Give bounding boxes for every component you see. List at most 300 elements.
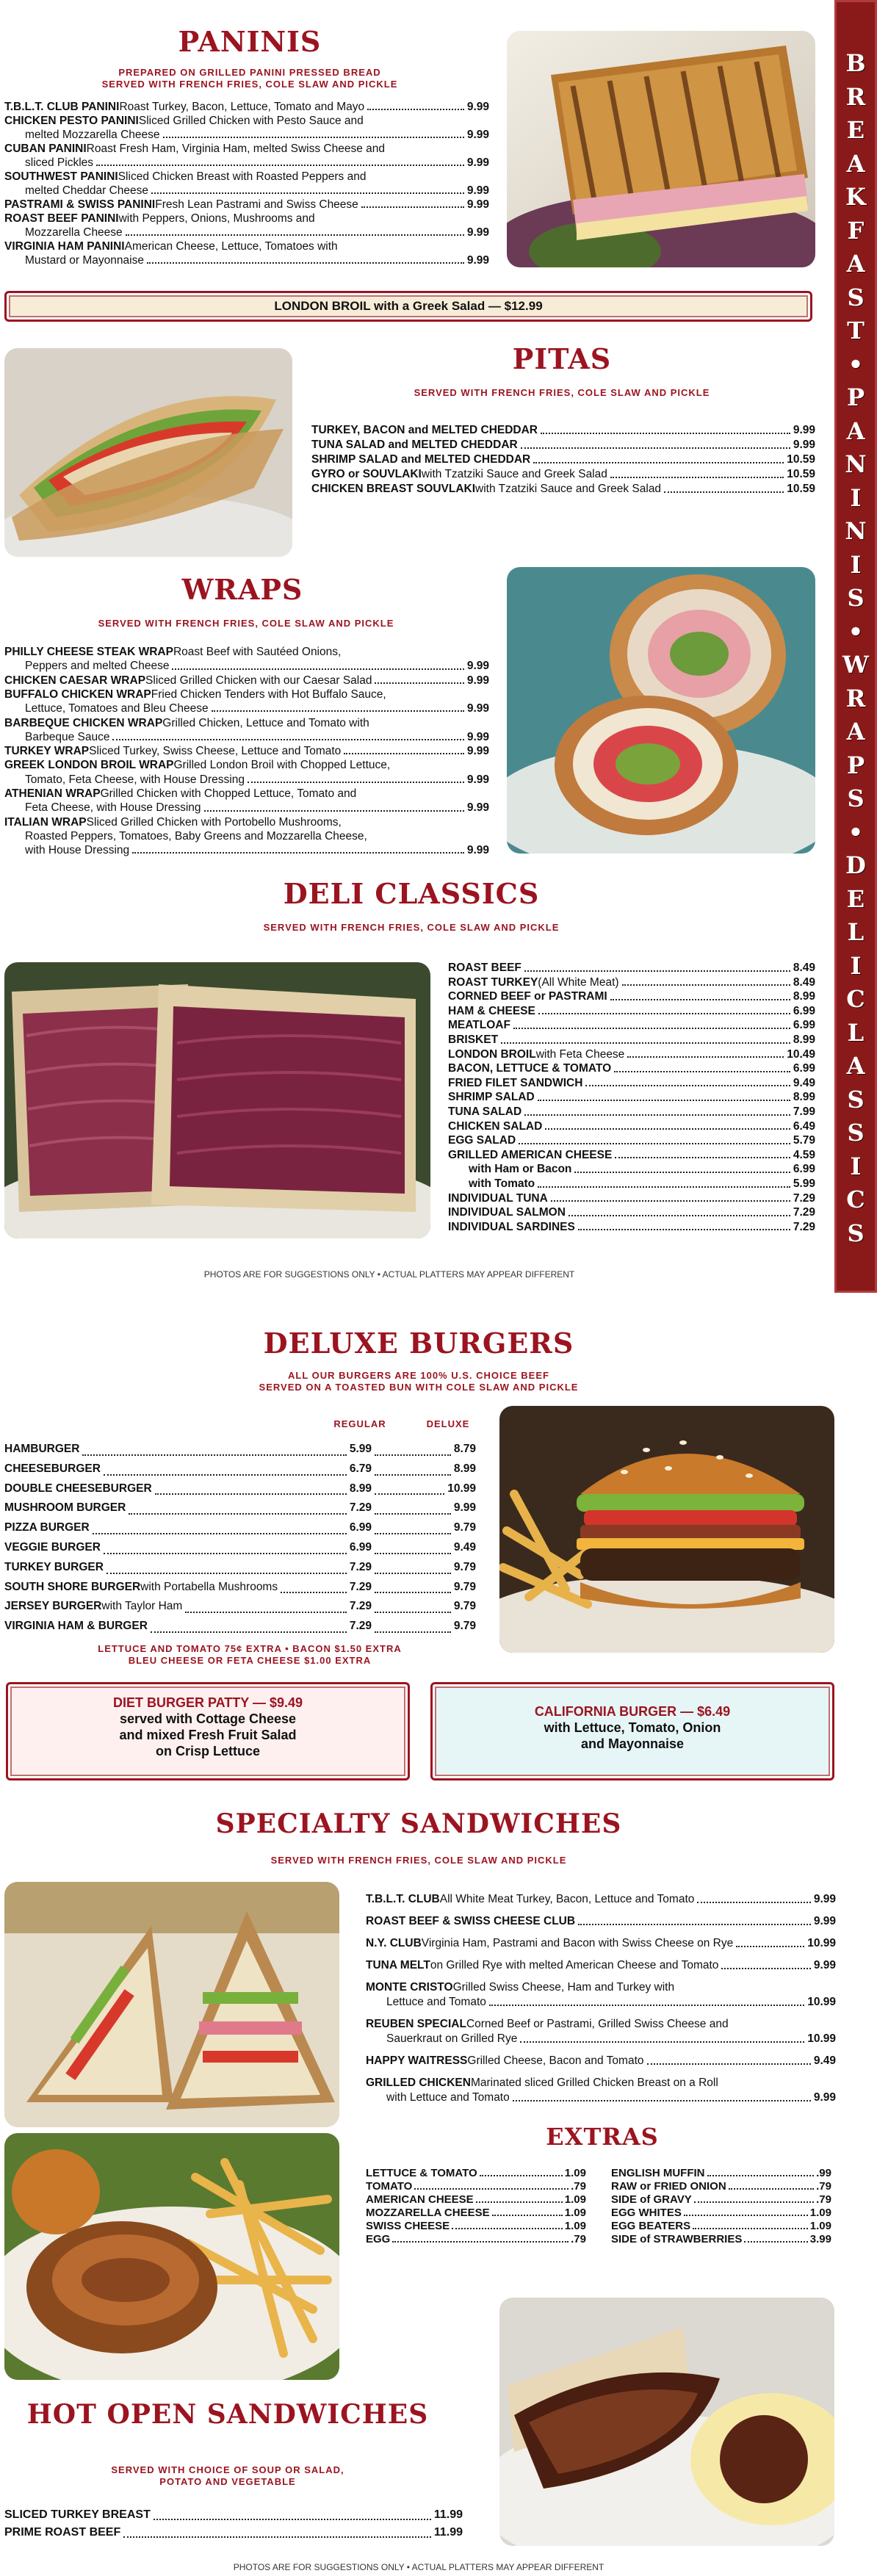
- dot-leader: [375, 1533, 451, 1534]
- item-price-regular: 7.29: [349, 1501, 372, 1515]
- dot-leader: [524, 1114, 790, 1116]
- menu-item-line: [4, 156, 489, 170]
- item-name: EGG SALAD: [448, 1134, 516, 1147]
- item-description-cont: sliced Pickles: [25, 156, 94, 169]
- paninis-subtitle-1: PREPARED ON GRILLED PANINI PRESSED BREAD: [118, 67, 381, 78]
- item-name: TOMATO: [366, 2180, 413, 2193]
- item-price: 9.99: [813, 1915, 836, 1927]
- item-name: PIZZA BURGER: [4, 1521, 90, 1534]
- item-price-regular: 7.29: [349, 1580, 372, 1593]
- item-price-deluxe: 9.79: [453, 1600, 476, 1613]
- menu-item: [4, 2524, 463, 2541]
- item-name: CHICKEN CAESAR WRAP: [4, 674, 146, 687]
- menu-item-line: [4, 142, 489, 156]
- item-description-cont: with House Dressing: [25, 844, 130, 857]
- item-price-deluxe: 9.79: [453, 1620, 476, 1633]
- dot-leader: [610, 999, 790, 1000]
- sidebar-letter: P: [846, 751, 865, 779]
- dot-leader: [375, 1573, 451, 1574]
- dot-leader: [151, 1631, 347, 1633]
- dot-leader: [104, 1474, 347, 1476]
- item-description-cont: with Lettuce and Tomato: [386, 2091, 510, 2104]
- item-price: 10.59: [787, 453, 815, 466]
- item-price: .99: [816, 2167, 831, 2179]
- burger-deluxe-part: [372, 1518, 476, 1538]
- item-price: .79: [816, 2180, 831, 2193]
- extras-item: [366, 2167, 586, 2180]
- chicken-fries-image: [4, 2133, 339, 2380]
- dot-leader: [132, 852, 464, 854]
- item-price: 9.99: [813, 2091, 836, 2104]
- dot-leader: [721, 1968, 810, 1969]
- extras-item: [366, 2233, 586, 2246]
- item-name: TURKEY, BACON and MELTED CHEDDAR: [311, 424, 538, 436]
- dot-leader: [585, 1085, 790, 1086]
- hot-sandwich-photo: [499, 2298, 834, 2546]
- menu-item: [311, 452, 815, 467]
- london-broil-text: LONDON BROIL with a Greek Salad — $12.99: [274, 299, 543, 313]
- item-price: 8.99: [793, 1091, 815, 1104]
- item-price-regular: 7.29: [349, 1560, 372, 1573]
- item-price-deluxe: 8.79: [453, 1443, 476, 1455]
- menu-item: [366, 2076, 836, 2105]
- item-description-cont: Mozzarella Cheese: [25, 226, 123, 239]
- item-name: INDIVIDUAL TUNA: [448, 1191, 548, 1205]
- menu-item-line: [4, 843, 489, 857]
- sidebar-letter: R: [845, 684, 866, 712]
- menu-item-line: [4, 645, 489, 659]
- item-name: ROAST BEEF & SWISS CHEESE CLUB: [366, 1915, 576, 1927]
- dot-leader: [344, 753, 464, 754]
- item-name: LETTUCE & TOMATO: [366, 2167, 477, 2179]
- item-name: MONTE CRISTO: [366, 1981, 453, 1994]
- item-price: 9.99: [466, 801, 489, 815]
- item-name: SHRIMP SALAD: [448, 1091, 535, 1104]
- burger-name-part: [4, 1518, 372, 1538]
- menu-item: [311, 467, 815, 482]
- item-price: 8.49: [793, 975, 815, 989]
- extras-item: [366, 2180, 586, 2193]
- burger-image: [499, 1406, 834, 1653]
- menu-item: [4, 1479, 476, 1499]
- item-price: 9.99: [466, 730, 489, 743]
- item-description-cont: Mustard or Mayonnaise: [25, 254, 144, 267]
- menu-item: [366, 1892, 836, 1907]
- item-description: Grilled Chicken, Lettuce and Tomato with: [162, 716, 369, 729]
- dot-leader: [375, 1612, 451, 1613]
- menu-item: [448, 1076, 815, 1091]
- burger-extras-line-1: LETTUCE AND TOMATO 75¢ EXTRA • BACON $1.50 EXTRA: [98, 1643, 402, 1654]
- dot-leader: [538, 1013, 790, 1014]
- dot-leader: [744, 2241, 807, 2243]
- item-name: BACON, LETTUCE & TOMATO: [448, 1062, 612, 1075]
- menu-item-line: [4, 744, 489, 758]
- item-name: BARBEQUE CHICKEN WRAP: [4, 716, 163, 729]
- sidebar-letter: N: [845, 450, 867, 478]
- pitas-subtitle: SERVED WITH FRENCH FRIES, COLE SLAW AND PICKLE: [414, 387, 710, 398]
- menu-item-line: [366, 2076, 836, 2090]
- item-name: HAPPY WAITRESS: [366, 2054, 468, 2067]
- dot-leader: [501, 1042, 790, 1044]
- item-price: 10.59: [787, 468, 815, 480]
- sidebar-letter: P: [846, 383, 865, 411]
- item-name: T.B.L.T. CLUB PANINI: [4, 101, 120, 113]
- menu-item: [448, 1061, 815, 1076]
- item-name: REUBEN SPECIAL: [366, 2018, 466, 2030]
- menu-item: [448, 1220, 815, 1235]
- item-price: 9.99: [466, 184, 489, 197]
- menu-item: [4, 758, 489, 787]
- burger-name-part: [4, 1479, 372, 1499]
- menu-item: [4, 1597, 476, 1617]
- item-description: Grilled London Broil with Chopped Lettuce,: [173, 759, 391, 772]
- item-price-regular: 7.29: [349, 1620, 372, 1633]
- burger-extras-line-2: BLEU CHEESE OR FETA CHEESE $1.00 EXTRA: [128, 1655, 372, 1666]
- item-name: VIRGINIA HAM PANINI: [4, 240, 125, 253]
- item-price: 9.99: [466, 129, 489, 141]
- dot-leader: [123, 2536, 431, 2538]
- item-name: INDIVIDUAL SARDINES: [448, 1220, 575, 1233]
- dot-leader: [82, 1454, 346, 1456]
- diet-burger-line-1: DIET BURGER PATTY — $9.49: [112, 1695, 303, 1710]
- item-name: SOUTHWEST PANINI: [4, 170, 118, 183]
- menu-item-line: [366, 2032, 836, 2046]
- menu-item-line: [366, 1995, 836, 2010]
- burger-name-part: [4, 1440, 372, 1460]
- hot-open-subtitle-1: SERVED WITH CHOICE OF SOUP OR SALAD,: [111, 2464, 344, 2475]
- item-name: GRILLED CHICKEN: [366, 2077, 471, 2089]
- menu-item-line: [4, 2524, 463, 2541]
- dot-leader: [151, 192, 464, 194]
- item-price: 1.09: [809, 2207, 831, 2219]
- item-description: Corned Beef or Pastrami, Grilled Swiss Cheese and: [466, 2018, 729, 2030]
- deli-title: DELI CLASSICS: [283, 877, 540, 910]
- extras-left-list: [366, 2167, 586, 2246]
- menu-item-line: [4, 198, 489, 212]
- item-name: PHILLY CHEESE STEAK WRAP: [4, 646, 173, 658]
- menu-item-line: [4, 758, 489, 772]
- menu-item: [448, 1033, 815, 1047]
- sidebar-letter: T: [847, 317, 865, 344]
- item-description-cont: melted Cheddar Cheese: [25, 184, 149, 197]
- menu-item: [448, 1105, 815, 1119]
- burger-name-part: [4, 1538, 372, 1558]
- menu-item: [4, 1558, 476, 1578]
- dot-leader: [538, 1186, 790, 1188]
- extras-item: [366, 2193, 586, 2207]
- item-price: 9.99: [466, 702, 489, 715]
- dot-leader: [551, 1200, 790, 1202]
- sidebar-letter: K: [845, 183, 866, 211]
- item-price-deluxe: 9.79: [453, 1580, 476, 1593]
- item-price: .79: [816, 2193, 831, 2206]
- item-description: Roast Turkey, Bacon, Lettuce, Tomato and Mayo: [119, 101, 365, 113]
- menu-item-line: [4, 815, 489, 829]
- menu-item: [448, 1047, 815, 1062]
- item-name: SOUTH SHORE BURGER: [4, 1580, 141, 1593]
- dot-leader: [172, 668, 463, 670]
- sidebar-letter: S: [847, 1085, 865, 1114]
- sidebar-letter: C: [846, 985, 865, 1013]
- dot-leader: [212, 710, 464, 712]
- item-price-regular: 7.29: [349, 1600, 372, 1613]
- deli-list: [448, 961, 815, 1234]
- sidebar-letter: S: [847, 584, 865, 612]
- item-price-regular: 6.79: [349, 1462, 372, 1475]
- item-description: Sliced Chicken Breast with Roasted Peppers and: [118, 170, 367, 183]
- menu-item-line: [311, 423, 815, 438]
- sidebar-letter: A: [846, 250, 865, 278]
- panini-image: [507, 31, 815, 267]
- dot-leader: [155, 1493, 347, 1495]
- item-description: Grilled Cheese, Bacon and Tomato: [467, 2054, 644, 2067]
- menu-item-line: [4, 2506, 463, 2524]
- diet-burger-line-4: on Crisp Lettuce: [155, 1744, 260, 1758]
- paninis-title: PANINIS: [178, 25, 322, 58]
- menu-item: [448, 1090, 815, 1105]
- menu-item-line: [4, 829, 489, 843]
- item-name: CHEESEBURGER: [4, 1462, 101, 1475]
- menu-item: [366, 2054, 836, 2068]
- item-description-cont: Sauerkraut on Grilled Rye: [386, 2032, 518, 2045]
- dot-leader: [627, 1056, 784, 1058]
- sidebar-letter: L: [847, 1018, 865, 1047]
- sidebar-letter: I: [850, 951, 862, 980]
- item-description-cont: melted Mozzarella Cheese: [25, 129, 160, 141]
- item-name: PASTRAMI & SWISS PANINI: [4, 198, 156, 211]
- item-description-cont: Barbeque Sauce: [25, 730, 110, 743]
- item-description-cont: Feta Cheese, with House Dressing: [25, 801, 201, 815]
- extras-right-list: [611, 2167, 831, 2246]
- menu-item: [366, 1914, 836, 1929]
- item-price-deluxe: 8.99: [453, 1462, 476, 1475]
- item-price: 1.09: [564, 2207, 586, 2219]
- specialty-subtitle: SERVED WITH FRENCH FRIES, COLE SLAW AND PICKLE: [270, 1855, 567, 1866]
- menu-item-line: [366, 1980, 836, 1995]
- diet-burger-line-2: served with Cottage Cheese: [119, 1711, 297, 1726]
- menu-item: [448, 1162, 815, 1177]
- item-description-cont: Lettuce and Tomato: [386, 1996, 486, 2008]
- sidebar-letter: E: [846, 116, 865, 144]
- extras-item: [366, 2220, 586, 2233]
- extras-item: [611, 2233, 831, 2246]
- dot-leader: [112, 739, 463, 740]
- item-price: 1.09: [809, 2220, 831, 2232]
- hot-sandwich-image: [499, 2298, 834, 2546]
- item-name: LONDON BROIL: [448, 1047, 536, 1061]
- dot-leader: [93, 1533, 347, 1534]
- menu-item: [4, 716, 489, 745]
- item-description: with Peppers, Onions, Mushrooms and: [118, 212, 315, 225]
- item-name: TUNA MELT: [366, 1959, 430, 1971]
- menu-item: [4, 1518, 476, 1538]
- menu-item: [4, 1460, 476, 1479]
- item-price: 9.99: [466, 254, 489, 267]
- burger-photo: [499, 1406, 834, 1653]
- dot-leader: [664, 491, 784, 493]
- dot-leader: [375, 1513, 451, 1515]
- item-price: 9.99: [466, 660, 489, 673]
- club-sandwich-photo: [4, 1882, 339, 2127]
- burger-name-part: [4, 1578, 372, 1598]
- sidebar-letter: •: [848, 350, 864, 378]
- dot-leader: [480, 2175, 563, 2176]
- item-name: CHICKEN PESTO PANINI: [4, 115, 139, 127]
- item-name: SIDE of STRAWBERRIES: [611, 2233, 743, 2245]
- menu-item: [4, 100, 489, 114]
- item-price: 6.99: [793, 1163, 815, 1176]
- burger-name-part: [4, 1558, 372, 1578]
- item-description: on Grilled Rye with melted American Cheese and Tomato: [430, 1959, 719, 1971]
- dot-leader: [375, 1631, 451, 1633]
- item-description: Sliced Grilled Chicken with Portobello Mushrooms,: [86, 815, 342, 829]
- item-name: TURKEY BURGER: [4, 1560, 104, 1573]
- sidebar-letter: W: [842, 651, 869, 679]
- sidebar-letter: F: [847, 216, 865, 245]
- burger-name-part: [4, 1498, 372, 1518]
- sidebar-letter: A: [846, 718, 865, 746]
- menu-item-line: [366, 1936, 836, 1951]
- item-description: Marinated sliced Grilled Chicken Breast on a Roll: [470, 2077, 718, 2089]
- item-description: Fried Chicken Tenders with Hot Buffalo Sauce,: [151, 688, 386, 701]
- item-price-regular: 6.99: [349, 1540, 372, 1554]
- menu-item: [4, 674, 489, 688]
- sidebar-letter: R: [845, 82, 866, 111]
- menu-item: [4, 815, 489, 858]
- item-price-deluxe: 9.99: [453, 1501, 476, 1515]
- sidebar-letter: N: [845, 517, 867, 545]
- item-name: RAW or FRIED ONION: [611, 2180, 726, 2193]
- dot-leader: [375, 1553, 451, 1554]
- item-name: BRISKET: [448, 1033, 499, 1046]
- menu-item: [4, 114, 489, 142]
- item-description: Grilled Chicken with Chopped Lettuce, Tomato and: [100, 787, 357, 800]
- menu-item: [448, 1148, 815, 1163]
- extras-item: [611, 2167, 831, 2180]
- dot-leader: [541, 433, 790, 434]
- item-price: 10.99: [807, 2032, 836, 2045]
- wraps-subtitle: SERVED WITH FRENCH FRIES, COLE SLAW AND PICKLE: [98, 618, 394, 629]
- menu-item: [4, 2506, 463, 2524]
- menu-item: [448, 1133, 815, 1148]
- menu-item-line: [4, 239, 489, 253]
- item-price: 4.59: [793, 1148, 815, 1161]
- burger-deluxe-part: [372, 1440, 476, 1460]
- dot-leader: [524, 970, 790, 972]
- item-price-deluxe: 9.79: [453, 1560, 476, 1573]
- item-name: HAMBURGER: [4, 1443, 80, 1455]
- menu-item: [448, 1191, 815, 1206]
- item-name: GREEK LONDON BROIL WRAP: [4, 759, 174, 772]
- dot-leader: [578, 1924, 811, 1925]
- menu-item-line: [4, 787, 489, 801]
- extras-title: EXTRAS: [546, 2123, 659, 2151]
- item-price: 10.99: [807, 1996, 836, 2008]
- dot-leader: [615, 1157, 790, 1158]
- menu-item-line: [366, 2054, 836, 2068]
- item-price: 9.99: [466, 773, 489, 786]
- dot-leader: [520, 2041, 804, 2043]
- extras-item: [611, 2220, 831, 2233]
- dot-leader: [614, 1071, 790, 1072]
- sidebar-letter: I: [850, 1152, 862, 1180]
- burger-deluxe-part: [372, 1460, 476, 1479]
- dot-leader: [204, 810, 464, 812]
- dot-leader: [104, 1553, 347, 1554]
- dot-leader: [693, 2228, 808, 2229]
- item-price: 9.99: [813, 1893, 836, 1905]
- dot-leader: [694, 2201, 814, 2203]
- item-description: with Tzatziki Sauce and Greek Salad: [421, 468, 607, 480]
- dot-leader: [96, 165, 464, 166]
- dot-leader: [610, 477, 784, 478]
- menu-item: [4, 1440, 476, 1460]
- california-burger-line-3: and Mayonnaise: [580, 1736, 685, 1751]
- item-description: Sliced Grilled Chicken with our Caesar Salad: [145, 674, 372, 687]
- menu-item-line: [4, 801, 489, 815]
- item-description-cont: Peppers and melted Cheese: [25, 660, 170, 673]
- item-name: ATHENIAN WRAP: [4, 787, 101, 800]
- item-price: 3.99: [809, 2233, 831, 2245]
- menu-item: [4, 212, 489, 239]
- menu-item-line: [4, 212, 489, 226]
- dot-leader: [647, 2063, 811, 2065]
- item-price: 7.29: [793, 1220, 815, 1233]
- pitas-title: PITAS: [512, 342, 612, 375]
- dot-leader: [736, 1946, 804, 1947]
- california-burger-line-1: CALIFORNIA BURGER — $6.49: [534, 1704, 731, 1719]
- item-name: JERSEY BURGER: [4, 1600, 102, 1613]
- dot-leader: [129, 1513, 346, 1515]
- item-price: 5.79: [793, 1134, 815, 1147]
- dot-leader: [476, 2201, 563, 2203]
- sidebar-letter: A: [846, 416, 865, 445]
- menu-item-line: [311, 452, 815, 467]
- item-price-deluxe: 10.99: [447, 1482, 476, 1495]
- item-description: Sliced Grilled Chicken with Pesto Sauce and: [138, 115, 364, 127]
- menu-item-line: [366, 2090, 836, 2105]
- item-price: 7.29: [793, 1191, 815, 1205]
- item-name: ROAST TURKEY: [448, 975, 538, 989]
- dot-leader: [375, 682, 463, 684]
- dot-leader: [248, 782, 464, 783]
- item-price: 11.99: [433, 2526, 463, 2539]
- item-price: 5.99: [793, 1177, 815, 1190]
- item-description: Grilled Swiss Cheese, Ham and Turkey with: [452, 1981, 675, 1994]
- dot-leader: [361, 206, 464, 208]
- extras-item: [611, 2193, 831, 2207]
- dot-leader: [622, 984, 790, 986]
- menu-item-line: [4, 701, 489, 715]
- pita-image: [4, 348, 292, 557]
- item-name: MEATLOAF: [448, 1019, 510, 1032]
- menu-item: [4, 1578, 476, 1598]
- dot-leader: [545, 1128, 790, 1130]
- menu-item-line: [4, 170, 489, 184]
- london-broil-banner: [4, 291, 812, 322]
- item-price-deluxe: 9.79: [453, 1521, 476, 1534]
- dot-leader: [375, 1493, 444, 1495]
- item-name: FRIED FILET SANDWICH: [448, 1076, 583, 1089]
- menu-item: [448, 1004, 815, 1019]
- menu-item: [4, 1538, 476, 1558]
- item-description: American Cheese, Lettuce, Tomatoes with: [124, 240, 338, 253]
- specialty-title: SPECIALTY SANDWICHES: [215, 1808, 622, 1839]
- hot-open-subtitle-2: POTATO AND VEGETABLE: [159, 2476, 296, 2487]
- menu-item: [4, 744, 489, 758]
- menu-item: [366, 1980, 836, 2010]
- item-name: BUFFALO CHICKEN WRAP: [4, 688, 151, 701]
